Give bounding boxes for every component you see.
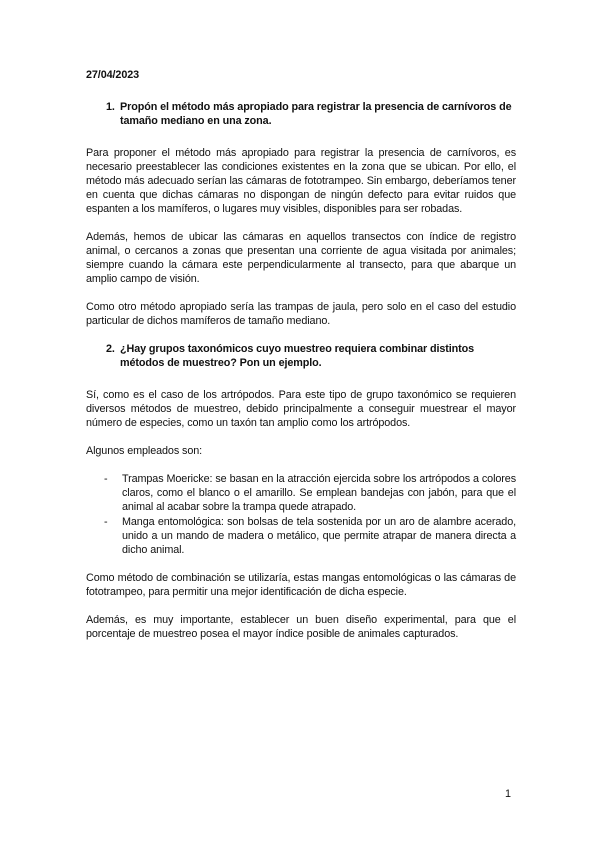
answer-paragraph: Además, es muy importante, establecer un buen diseño experimental, para que el porcentaje de muestreo posea el mayor índice posible de animales capturados.: [86, 614, 516, 640]
question-1: [86, 100, 516, 128]
question-number: 2.: [106, 343, 115, 355]
list-item-text: Trampas Moericke: se basan en la atracción ejercida sobre los artrópodos a colores claros, como el blanco o el amarillo. Se emplean bandejas con jabón, para que el animal al acabar sobre la trampa quede atrapado.: [122, 473, 516, 513]
page-number: 1: [505, 788, 512, 800]
bullet-dash: -: [104, 516, 108, 528]
question-number: 1.: [106, 101, 115, 113]
question-2: [86, 342, 516, 370]
document-date: 27/04/2023: [86, 69, 140, 81]
answer-paragraph: Además, hemos de ubicar las cámaras en aquellos transectos con índice de registro animal, o cercanos a zonas que presentan una corriente de agua visitada por animales; siempre cuando la cámara este perpendicularmente al transecto, para que abarque un amplio campo de visión.: [86, 231, 516, 285]
answer-paragraph: Para proponer el método más apropiado para registrar la presencia de carnívoros, es necesario preestablecer las condiciones existentes en la zona que se ubican. Por ello, el método más adecuado serían las cámaras de fototrampeo. Sin embargo, deberíamos tener en cuenta que dichas cámaras no dispongan de ningún defecto para evitar ruidos que espanten a los mamíferos, o lugares muy visibles, disponibles para ser robadas.: [86, 147, 516, 215]
question-text: ¿Hay grupos taxonómicos cuyo muestreo requiera combinar distintos métodos de muestreo? Pon un ejemplo.: [120, 343, 475, 369]
list-item-text: Manga entomológica: son bolsas de tela sostenida por un aro de alambre acerado, unido a un mando de madera o metálico, que permite atrapar de manera directa a dicho animal.: [122, 516, 516, 556]
question-text: Propón el método más apropiado para registrar la presencia de carnívoros de tamaño mediano en una zona.: [120, 101, 512, 127]
method-list: [86, 472, 516, 557]
list-item: [86, 515, 516, 557]
document-body: [86, 68, 516, 655]
answer-paragraph: Como método de combinación se utilizaría, estas mangas entomológicas o las cámaras de fototrampeo, para permitir una mejor identificación de dicha especie.: [86, 572, 516, 598]
bullet-dash: -: [104, 473, 108, 485]
answer-paragraph: Como otro método apropiado sería las trampas de jaula, pero solo en el caso del estudio particular de dichos mamíferos de tamaño mediano.: [86, 301, 516, 327]
list-item: [86, 472, 516, 514]
answer-paragraph: Sí, como es el caso de los artrópodos. Para este tipo de grupo taxonómico se requieren diversos métodos de muestreo, debido principalmente a conseguir muestrear el mayor número de especies, como un taxón tan amplio como los artrópodos.: [86, 389, 516, 429]
answer-paragraph: Algunos empleados son:: [86, 445, 203, 457]
